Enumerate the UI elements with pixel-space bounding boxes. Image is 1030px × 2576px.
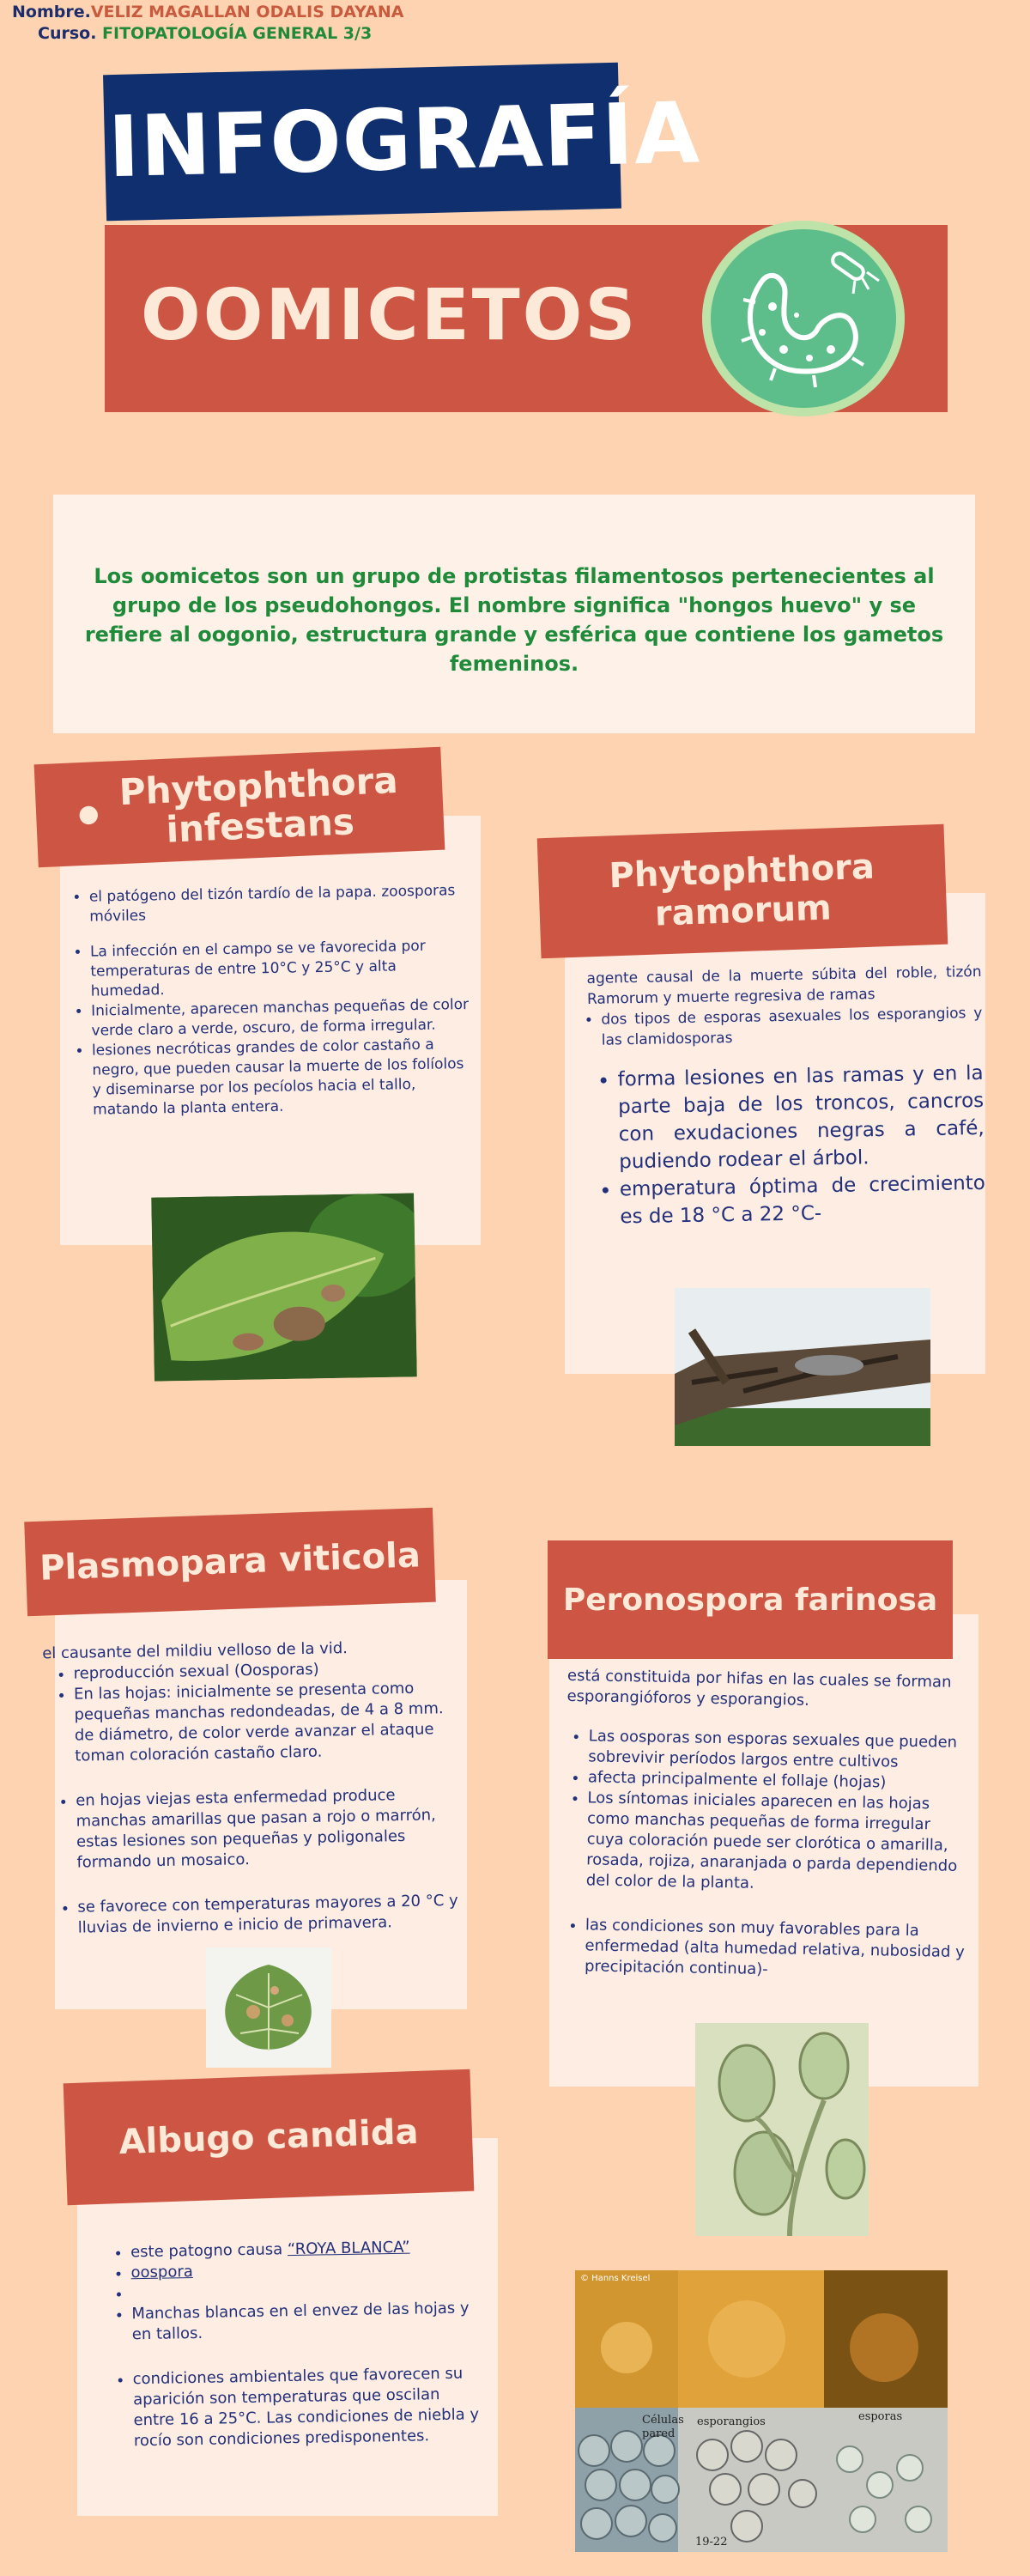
oospora-link[interactable]: oospora xyxy=(130,2263,193,2282)
list-item: • condiciones ambientales que favorecen su aparición son temperaturas que oscilan entre 16 a 25°C. Las condiciones de niebla y rocío son condiciones predisponentes. xyxy=(132,2363,481,2451)
label-esporangios: esporangios xyxy=(697,2415,766,2428)
name-value: VELIZ MAGALLAN ODALIS DAYANA xyxy=(90,3,404,21)
label-cells: Células xyxy=(642,2414,684,2427)
label-pared: pared xyxy=(642,2427,676,2440)
intro-text: Los oomicetos son un grupo de protistas filamentosos pertenecientes al grupo de los pseudohongos. El nombre significa "hongos huevo" y se refiere al oogonio, estructura grande y esférica que contiene los gametos femeninos. xyxy=(84,564,944,676)
list-item: • Los síntomas iniciales aparecen en las hojas como manchas pequeñas de forma irregular cuya coloración puede ser clorótica o amarilla, rosada, rojiza, anaranjada o parda dependiendo del color de la planta. xyxy=(586,1788,969,1898)
list-item: • las condiciones son muy favorables para la enfermedad (alta humedad relativa, nubosidad y precipitación continua)- xyxy=(585,1915,966,1984)
infestans-text xyxy=(67,881,475,1121)
ramorum-title: Phytophthora ramorum xyxy=(608,847,876,934)
infestans-title: Phytophthora infestans xyxy=(118,758,399,851)
ramorum-title-tag xyxy=(537,824,948,958)
ramorum-branch-photo xyxy=(675,1288,930,1446)
roya-blanca-link[interactable]: “ROYA BLANCA” xyxy=(287,2238,410,2259)
infestans-leaf-photo xyxy=(151,1193,417,1381)
farinosa-micro-photo xyxy=(695,2023,869,2236)
viticola-title: Plasmopara viticola xyxy=(39,1535,421,1589)
infestans-title-tag: ● Phytophthora infestans xyxy=(34,747,445,868)
list-item: • forma lesiones en las ramas y en la parte baja de los troncos, cancros con exudaciones negras a café, pudiendo rodear el árbol. xyxy=(617,1060,985,1176)
viticola-leaf-photo xyxy=(206,1947,331,2068)
list-item: • el patógeno del tizón tardío de la papa. zoosporas móviles xyxy=(89,881,471,927)
subtitle-banner xyxy=(105,225,948,412)
page-title: INFOGRAFÍA xyxy=(106,84,702,197)
albugo-title-tag xyxy=(64,2069,475,2205)
name-label: Nombre. xyxy=(12,3,91,21)
photo-credit: © Hanns Kreisel xyxy=(580,2274,651,2283)
subtitle: OOMICETOS xyxy=(141,275,639,356)
farinosa-text xyxy=(562,1666,971,1984)
list-item: • lesiones necróticas grandes de color castaño a negro, que pueden causar la muerte de los folíolos y diseminarse por los pecíolos hacia el tallo, matando la planta entera. xyxy=(92,1035,475,1121)
farinosa-title: Peronospora farinosa xyxy=(562,1582,938,1618)
albugo-text xyxy=(108,2236,481,2451)
list-item: • Las oosporas son esporas sexuales que pueden sobrevivir períodos largos entre cultivos xyxy=(588,1726,970,1774)
intro-box xyxy=(53,495,975,733)
list-item: • La infección en el campo se ve favorecida por temperaturas de entre 10°C y 25°C y alta humedad. xyxy=(90,936,472,1002)
list-item: • reproducción sexual (Oosporas) xyxy=(73,1657,464,1685)
course-value: FITOPATOLOGÍA GENERAL 3/3 xyxy=(102,24,373,43)
viticola-title-tag xyxy=(24,1508,436,1617)
viticola-intro: el causante del mildiu velloso de la vid. xyxy=(42,1639,348,1663)
albugo-micro-collage xyxy=(575,2270,948,2552)
farinosa-intro: está constituida por hifas en las cuales se forman esporangióforos y esporangios. xyxy=(566,1666,952,1710)
albugo-title: Albugo candida xyxy=(118,2111,420,2163)
albugo-line1-prefix: este patogno causa xyxy=(130,2240,288,2262)
list-item: • Manchas blancas en el envez de las hojas y en tallos. xyxy=(131,2298,479,2345)
label-range: 19-22 xyxy=(695,2536,728,2549)
label-esporas: esporas xyxy=(858,2410,903,2423)
list-item: • En las hojas: inicialmente se presenta como pequeñas manchas redondeadas, de 4 a 8 mm. de diámetro, de color verde avanzar el ataque toman coloración castaño claro. xyxy=(74,1678,467,1767)
list-item: • emperatura óptima de crecimiento es de 18 °C a 22 °C- xyxy=(620,1170,986,1230)
ramorum-text xyxy=(578,962,985,1231)
viticola-text xyxy=(42,1637,470,1940)
course-label: Curso. xyxy=(38,24,97,43)
student-header xyxy=(12,2,403,45)
farinosa-title-tag xyxy=(548,1540,953,1659)
list-item: • en hojas viejas esta enfermedad produce manchas amarillas que pasan a rojo o marrón, estas lesiones son pequeñas y poligonales formando un mosaico. xyxy=(76,1784,469,1874)
ramorum-intro: agente causal de la muerte súbita del roble, tizón Ramorum y muerte regresiva de ramas xyxy=(586,963,982,1008)
list-item: • afecta principalmente el follaje (hojas) xyxy=(588,1767,969,1795)
list-item: • se favorece con temperaturas mayores a 20 °C y lluvias de invierno e inicio de primavera. xyxy=(77,1891,470,1939)
bacteria-icon xyxy=(702,221,905,416)
list-item: • dos tipos de esporas asexuales los esporangios y las clamidosporas xyxy=(601,1003,983,1051)
list-item: • Inicialmente, aparecen manchas pequeñas de color verde claro a verde, oscuro, de forma irregular. xyxy=(91,995,473,1042)
title-banner xyxy=(103,63,702,222)
